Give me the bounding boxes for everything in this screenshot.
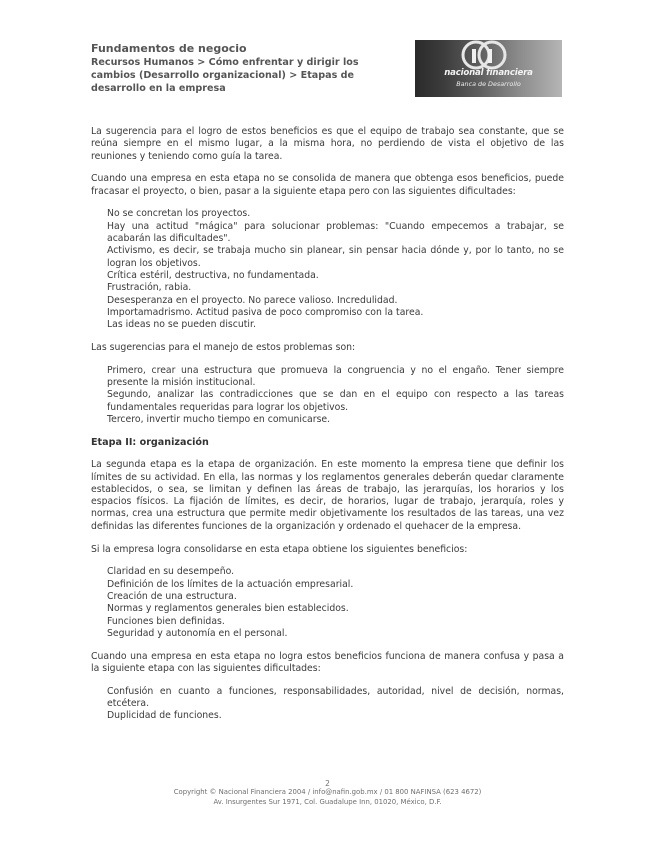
list-item: Importamadrismo. Actitud pasiva de poco compromiso con la tarea. (107, 306, 424, 318)
list-item: Primero, crear una estructura que promueva la congruencia y no el engaño. Tener siempre presente la misión institucional. (107, 364, 564, 389)
document-title: Fundamentos de negocio (91, 42, 247, 55)
breadcrumb: Recursos Humanos > Cómo enfrentar y dirigir los cambios (Desarrollo organizacional) > Etapas de desarrollo en la empresa (91, 57, 359, 94)
list-item: Confusión en cuanto a funciones, responsabilidades, autoridad, nivel de decisión, normas, etcétera. (107, 685, 564, 709)
list-item: Activismo, es decir, se trabaja mucho sin planear, sin pensar hacia dónde y, por lo tanto, no se logran los objetivos. (107, 245, 564, 269)
list-item: Creación de una estructura. (107, 590, 237, 602)
article-body (91, 126, 564, 733)
list-item: Desesperanza en el proyecto. No parece valioso. Incredulidad. (107, 294, 398, 306)
logo-tagline: Banca de Desarrollo (456, 80, 521, 88)
section-heading: Etapa II: organización (91, 436, 209, 448)
list-item: No se concretan los proyectos. (107, 208, 251, 220)
paragraph: Cuando una empresa en esta etapa no logra estos beneficios funciona de manera confusa y pasa a la siguiente etapa con las siguientes dificultades: (91, 650, 564, 674)
paragraph: Cuando una empresa en esta etapa no se consolida de manera que obtenga esos beneficios, puede fracasar el proyecto, o bien, pasar a la siguiente etapa pero con las siguientes dificultades: (91, 173, 564, 197)
list-item: Segundo, analizar las contradicciones que se dan en el equipo con respecto a las tareas fundamentales requeridas para lograr los objetivos. (107, 389, 564, 413)
copyright-line: Copyright © Nacional Financiera 2004 / info@nafin.gob.mx / 01 800 NAFINSA (623 4672) (173, 788, 482, 797)
logo-name: nacional financiera (444, 68, 533, 78)
suggestions-list (91, 365, 564, 426)
benefits-list (91, 566, 564, 640)
list-item: Frustración, rabia. (107, 282, 192, 294)
list-item: Duplicidad de funciones. (107, 710, 222, 722)
paragraph: La sugerencia para el logro de estos beneficios es que el equipo de trabajo sea constante, que se reúna siempre en el mismo lugar, a la misma hora, no perdiendo de vista el objetivo de las reuniones y teniendo como guía la tarea. (91, 126, 564, 162)
list-item: Normas y reglamentos generales bien establecidos. (107, 603, 349, 615)
nafin-logo (415, 40, 562, 97)
list-item: Hay una actitud "mágica" para solucionar problemas: "Cuando empecemos a trabajar, se acabarán las dificultades". (107, 220, 564, 245)
list-item: Definición de los límites de la actuación empresarial. (107, 578, 354, 590)
paragraph: Si la empresa logra consolidarse en esta etapa obtiene los siguientes beneficios: (91, 543, 468, 555)
difficulties-list (91, 208, 564, 331)
list-item: Funciones bien definidas. (107, 615, 225, 627)
list-item: Seguridad y autonomía en el personal. (107, 627, 288, 639)
page-number: 2 (325, 779, 330, 788)
list-item: Las ideas no se pueden discutir. (107, 319, 256, 331)
paragraph: Las sugerencias para el manejo de estos problemas son: (91, 341, 356, 353)
difficulties-list-2 (91, 686, 564, 723)
list-item: Tercero, invertir mucho tiempo en comunicarse. (107, 413, 331, 425)
page-header (91, 42, 391, 95)
address-line: Av. Insurgentes Sur 1971, Col. Guadalupe Inn, 01020, México, D.F. (213, 797, 442, 806)
list-item: Crítica estéril, destructiva, no fundamentada. (107, 269, 319, 281)
list-item: Claridad en su desempeño. (107, 566, 235, 578)
paragraph: La segunda etapa es la etapa de organización. En este momento la empresa tiene que definir los límites de su actividad. En ella, las normas y los reglamentos generales deberán quedar claramente establecidos, o sea, se limitan y definen las áreas de trabajo, las jerarquías, los horarios y los espacios físicos. La fijación de límites, es decir, de horarios, lugar de trabajo, jerarquía, roles y normas, crea una estructura que permite medir objetivamente los resultados de las tareas, una vez definidas las diferentes funciones de la organización y ordenado el quehacer de la empresa. (91, 459, 564, 532)
page-footer (91, 779, 564, 807)
